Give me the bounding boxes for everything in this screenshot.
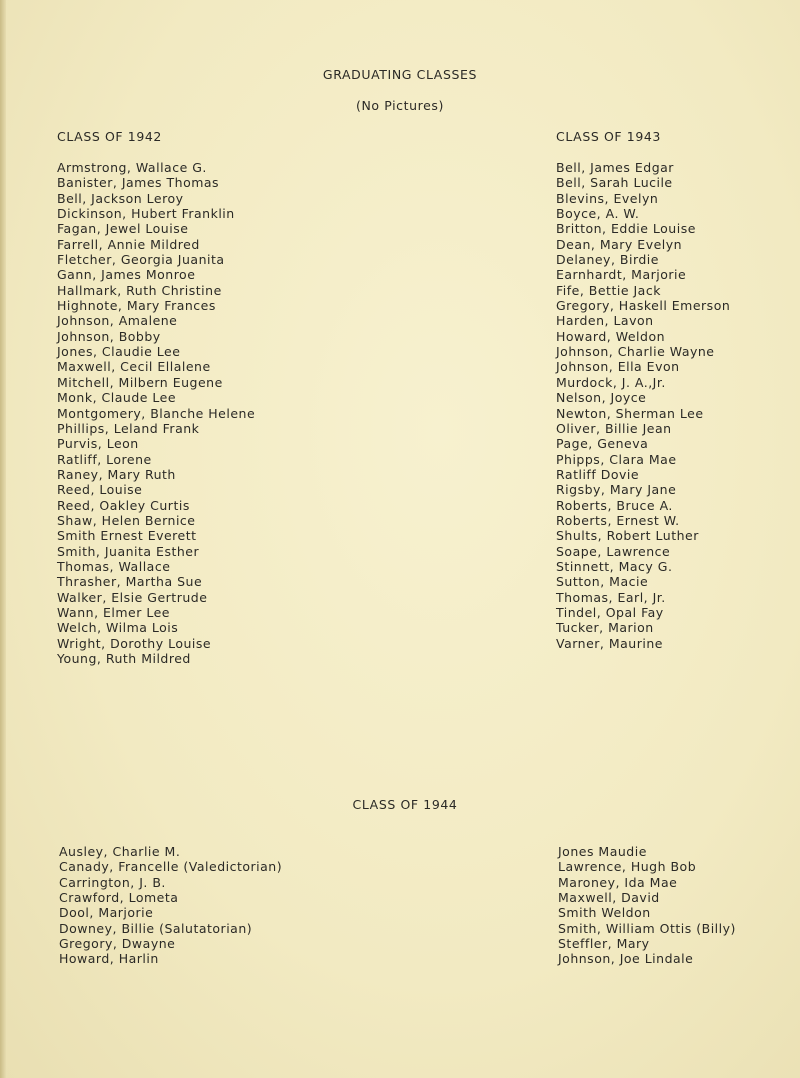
graduate-name: Fife, Bettie Jack bbox=[556, 282, 661, 298]
graduate-name: Howard, Weldon bbox=[556, 328, 666, 344]
graduate-name: Stinnett, Macy G. bbox=[556, 558, 673, 574]
graduate-name: Smith Ernest Everett bbox=[57, 528, 197, 544]
graduate-name: Dool, Marjorie bbox=[59, 905, 154, 921]
class-1944-list-left bbox=[59, 844, 282, 967]
graduate-name: Maxwell, Cecil Ellalene bbox=[57, 359, 211, 375]
graduate-name: Gann, James Monroe bbox=[57, 267, 196, 283]
graduate-name: Canady, Francelle (Valedictorian) bbox=[59, 859, 283, 875]
graduate-name: Rigsby, Mary Jane bbox=[556, 482, 677, 498]
graduate-name: Newton, Sherman Lee bbox=[556, 405, 704, 421]
graduate-name: Wright, Dorothy Louise bbox=[57, 635, 212, 651]
graduate-name: Roberts, Bruce A. bbox=[556, 497, 673, 513]
class-1943-list bbox=[556, 160, 730, 651]
graduate-name: Mitchell, Milbern Eugene bbox=[57, 374, 223, 390]
graduate-name: Jones Maudie bbox=[558, 844, 647, 859]
graduate-name: Ratliff, Lorene bbox=[57, 451, 152, 467]
graduate-name: Blevins, Evelyn bbox=[556, 190, 659, 206]
graduate-name: Phillips, Leland Frank bbox=[57, 420, 200, 436]
page-binding-edge bbox=[0, 0, 6, 1078]
graduate-name: Johnson, Ella Evon bbox=[556, 359, 680, 375]
graduate-name: Wann, Elmer Lee bbox=[57, 604, 170, 620]
graduate-name: Crawford, Lometa bbox=[59, 890, 179, 906]
graduate-name: Johnson, Charlie Wayne bbox=[556, 344, 715, 360]
graduate-name: Johnson, Amalene bbox=[57, 313, 178, 329]
graduate-name: Smith Weldon bbox=[558, 905, 651, 921]
graduate-name: Reed, Louise bbox=[57, 482, 143, 498]
graduate-name: Smith, Juanita Esther bbox=[57, 543, 200, 559]
graduate-name: Maxwell, David bbox=[558, 890, 660, 906]
graduate-name: Sutton, Macie bbox=[556, 574, 649, 590]
graduate-name: Steffler, Mary bbox=[558, 936, 650, 952]
graduate-name: Monk, Claude Lee bbox=[57, 390, 177, 406]
graduate-name: Earnhardt, Marjorie bbox=[556, 267, 687, 283]
graduate-name: Shaw, Helen Bernice bbox=[57, 512, 196, 528]
graduate-name: Purvis, Leon bbox=[57, 436, 139, 452]
graduate-name: Oliver, Billie Jean bbox=[556, 420, 672, 436]
graduate-name: Ratliff Dovie bbox=[556, 466, 640, 482]
graduate-name: Bell, Jackson Leroy bbox=[57, 190, 184, 206]
graduate-name: Harden, Lavon bbox=[556, 313, 654, 329]
graduate-name: Delaney, Birdie bbox=[556, 252, 659, 268]
graduate-name: Fagan, Jewel Louise bbox=[57, 221, 189, 237]
graduate-name: Lawrence, Hugh Bob bbox=[558, 859, 697, 875]
graduate-name: Banister, James Thomas bbox=[57, 175, 220, 191]
graduate-name: Britton, Eddie Louise bbox=[556, 221, 696, 237]
graduate-name: Downey, Billie (Salutatorian) bbox=[59, 920, 253, 936]
class-1942-heading: CLASS OF 1942 bbox=[57, 129, 162, 144]
graduate-name: Roberts, Ernest W. bbox=[556, 512, 680, 528]
graduate-name: Page, Geneva bbox=[556, 436, 649, 452]
graduate-name: Tindel, Opal Fay bbox=[556, 604, 664, 620]
graduate-name: Gregory, Dwayne bbox=[59, 936, 176, 952]
graduate-name: Shults, Robert Luther bbox=[556, 528, 699, 544]
graduate-name: Raney, Mary Ruth bbox=[57, 466, 176, 482]
graduate-name: Maroney, Ida Mae bbox=[558, 874, 678, 890]
graduate-name: Howard, Harlin bbox=[59, 951, 159, 967]
graduate-name: Smith, William Ottis (Billy) bbox=[558, 920, 736, 936]
graduate-name: Tucker, Marion bbox=[556, 620, 654, 636]
graduate-name: Gregory, Haskell Emerson bbox=[556, 298, 731, 314]
graduate-name: Johnson, Joe Lindale bbox=[558, 951, 694, 967]
graduate-name: Dean, Mary Evelyn bbox=[556, 236, 683, 252]
class-1943-heading: CLASS OF 1943 bbox=[556, 129, 661, 144]
graduate-name: Young, Ruth Mildred bbox=[57, 651, 191, 666]
graduate-name: Reed, Oakley Curtis bbox=[57, 497, 190, 513]
graduate-name: Varner, Maurine bbox=[556, 635, 663, 651]
graduate-name: Phipps, Clara Mae bbox=[556, 451, 677, 467]
class-1944-list-right bbox=[558, 844, 736, 967]
graduate-name: Carrington, J. B. bbox=[59, 874, 166, 890]
graduate-name: Jones, Claudie Lee bbox=[57, 344, 181, 360]
class-1942-list bbox=[57, 160, 255, 666]
graduate-name: Johnson, Bobby bbox=[57, 328, 161, 344]
class-1944-heading: CLASS OF 1944 bbox=[352, 797, 458, 812]
graduate-name: Thrasher, Martha Sue bbox=[57, 574, 203, 590]
graduate-name: Montgomery, Blanche Helene bbox=[57, 405, 256, 421]
graduate-name: Hallmark, Ruth Christine bbox=[57, 282, 222, 298]
graduate-name: Bell, Sarah Lucile bbox=[556, 175, 673, 191]
graduate-name: Highnote, Mary Frances bbox=[57, 298, 216, 314]
graduate-name: Walker, Elsie Gertrude bbox=[57, 589, 208, 605]
graduate-name: Bell, James Edgar bbox=[556, 160, 674, 175]
graduate-name: Boyce, A. W. bbox=[556, 206, 640, 222]
page-subtitle: (No Pictures) bbox=[355, 98, 445, 113]
graduate-name: Welch, Wilma Lois bbox=[57, 620, 179, 636]
page-title: GRADUATING CLASSES bbox=[322, 67, 478, 82]
graduate-name: Dickinson, Hubert Franklin bbox=[57, 206, 235, 222]
graduate-name: Nelson, Joyce bbox=[556, 390, 647, 406]
graduate-name: Ausley, Charlie M. bbox=[59, 844, 181, 859]
graduate-name: Soape, Lawrence bbox=[556, 543, 671, 559]
graduate-name: Farrell, Annie Mildred bbox=[57, 236, 200, 252]
graduate-name: Thomas, Earl, Jr. bbox=[556, 589, 666, 605]
graduate-name: Thomas, Wallace bbox=[57, 558, 171, 574]
graduate-name: Armstrong, Wallace G. bbox=[57, 160, 207, 175]
graduate-name: Murdock, J. A.,Jr. bbox=[556, 374, 666, 390]
graduate-name: Fletcher, Georgia Juanita bbox=[57, 252, 225, 268]
